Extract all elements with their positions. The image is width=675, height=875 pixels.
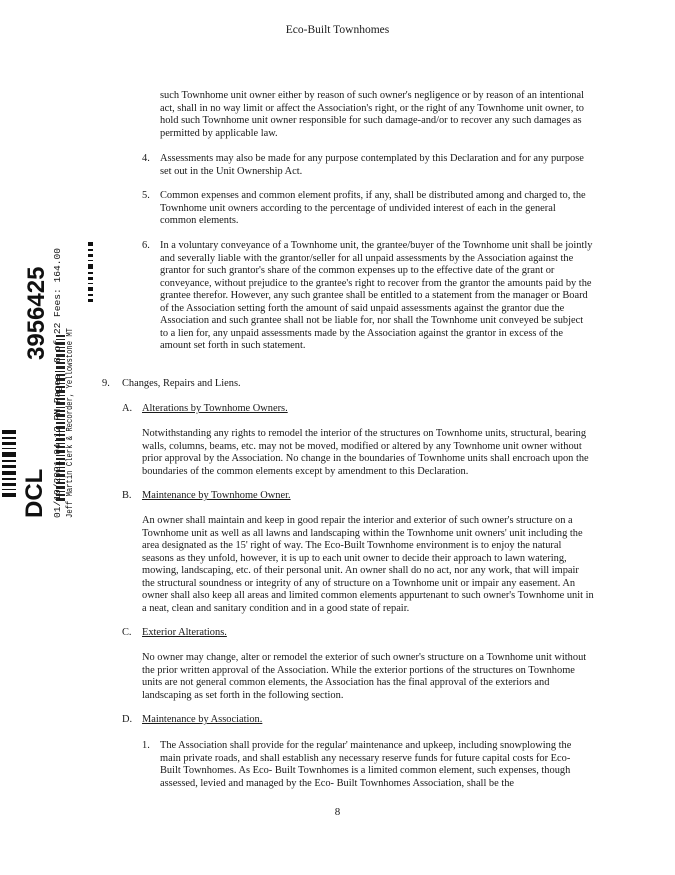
item-d1-text: The Association shall provide for the regular' maintenance and upkeep, including snowplowing the main private roads, and shall establish any necessary reserve funds for future capital costs for Eco- Built Townhomes. As Eco- Built Townhomes is a limited common element, such expenses, though assessed, levied and managed by the Eco- Built Townhomes Association, shall be the	[160, 740, 572, 789]
section-a-text: Notwithstanding any rights to remodel the interior of the structures on Townhome units, structural, bearing walls, columns, beams, etc. may not be moved, modified or altered by any Townhome unit owner without prior approval by the Association. No change in the boundaries of Townhome units shall encroach upon the boundaries of the common elements except by amendment to this Declaration.	[142, 428, 589, 477]
item-6-text: In a voluntary conveyance of a Townhome unit, the grantee/buyer of the Townhome unit shall be jointly and severally liable with the grantor/seller for all unpaid assessments by the Association against the grantor for such grantor's share of the common expenses up to the effective date of the grant or conveyance, without prejudice to the grantee's right to recover from the grantor the amounts paid by the grantee therefor. However, any such grantee shall be entitled to a statement from the manager or Board of the Association setting forth the amount of said unpaid assessments against the grantor due the Association and such grantee shall not be liable for, nor shall the Townhome unit conveyed be subject to a lien for, any unpaid assessments made by the Association against the grantor in excess of the amount set forth in such statement.	[160, 240, 593, 351]
section-b-text: An owner shall maintain and keep in good repair the interior and exterior of such owner's structure on a Townhome unit as well as all lawns and landscaping within the Townhome unit owners' unit including the area designated as the 15' right of way. The Eco-Built Townhome environment is to enjoy the natural seasons as they unfold, however, it is up to each unit owner to decide their approach to lawn watering, mowing, landscaping, etc. of their personal unit. An owner shall do no act, nor any work, that will impair the structural soundness or integrity of any of structure on a Townhome unit or impair any easement. An owner shall also keep all areas and limited common elements appurtenant to such owner's Townhome unit in a neat, clean and sanitary condition and in a good state of repair.	[142, 515, 594, 614]
stamp-line-2: Jeff Martin Clerk & Recorder, Yellowstone MT	[65, 280, 75, 518]
section-d-title-wrap	[142, 714, 262, 727]
section-c-title: Exterior Alterations.	[142, 627, 227, 638]
stamp-line-1: 01/19/2021 04:12 PM Pages: 8 of 22 Fees: 164.00	[53, 264, 63, 518]
page-header: Eco-Built Townhomes	[285, 24, 390, 36]
section-b-title-wrap	[142, 490, 291, 503]
recording-stamp	[0, 220, 105, 520]
section-c-title-wrap	[142, 627, 227, 640]
section-c-text: No owner may change, alter or remodel the exterior of such owner's structure on a Townhome unit without the prior written approval of the Association. While the exterior portions of the structures on Townhome units are not general common elements, the Association has the final approval of the exteriors and landscaping as set forth in the following section.	[142, 652, 587, 701]
section-d-title: Maintenance by Association.	[142, 714, 263, 725]
section-d-letter: D.	[122, 714, 133, 725]
section-b-title: Maintenance by Townhome Owner.	[142, 490, 291, 501]
section-a-title-wrap	[142, 403, 288, 416]
item-4-number: 4.	[142, 153, 150, 164]
stamp-doc-number: 3956425	[23, 266, 50, 360]
section-a-title: Alterations by Townhome Owners.	[142, 403, 288, 414]
section-a-letter: A.	[122, 403, 133, 414]
page-number: 8	[334, 806, 341, 818]
section-9-title: Changes, Repairs and Liens.	[122, 378, 241, 389]
item-6-number: 6.	[142, 240, 150, 251]
section-b-letter: B.	[122, 490, 132, 501]
item-5-number: 5.	[142, 190, 150, 201]
continued-paragraph: such Townhome unit owner either by reason of such owner's negligence or by reason of an intentional act, shall in no way limit or affect the Association's right, or the right of any Townhome unit owner, to hold such Townhome unit owner responsible for such damage-and/or to recover any such damages as permitted by applicable law.	[160, 90, 584, 139]
stamp-doc-code: DCL	[21, 468, 48, 518]
section-c-letter: C.	[122, 627, 132, 638]
section-9-number: 9.	[102, 378, 110, 389]
item-d1-number: 1.	[142, 740, 150, 751]
recording-stamp-graphic	[0, 220, 105, 520]
item-4-text: Assessments may also be made for any purpose contemplated by this Declaration and for any purpose set out in the Unit Ownership Act.	[160, 153, 584, 177]
item-5-text: Common expenses and common element profits, if any, shall be distributed among and charged to, the Townhome unit owners according to the percentage of undivided interest of each in the general common elements.	[160, 190, 586, 226]
